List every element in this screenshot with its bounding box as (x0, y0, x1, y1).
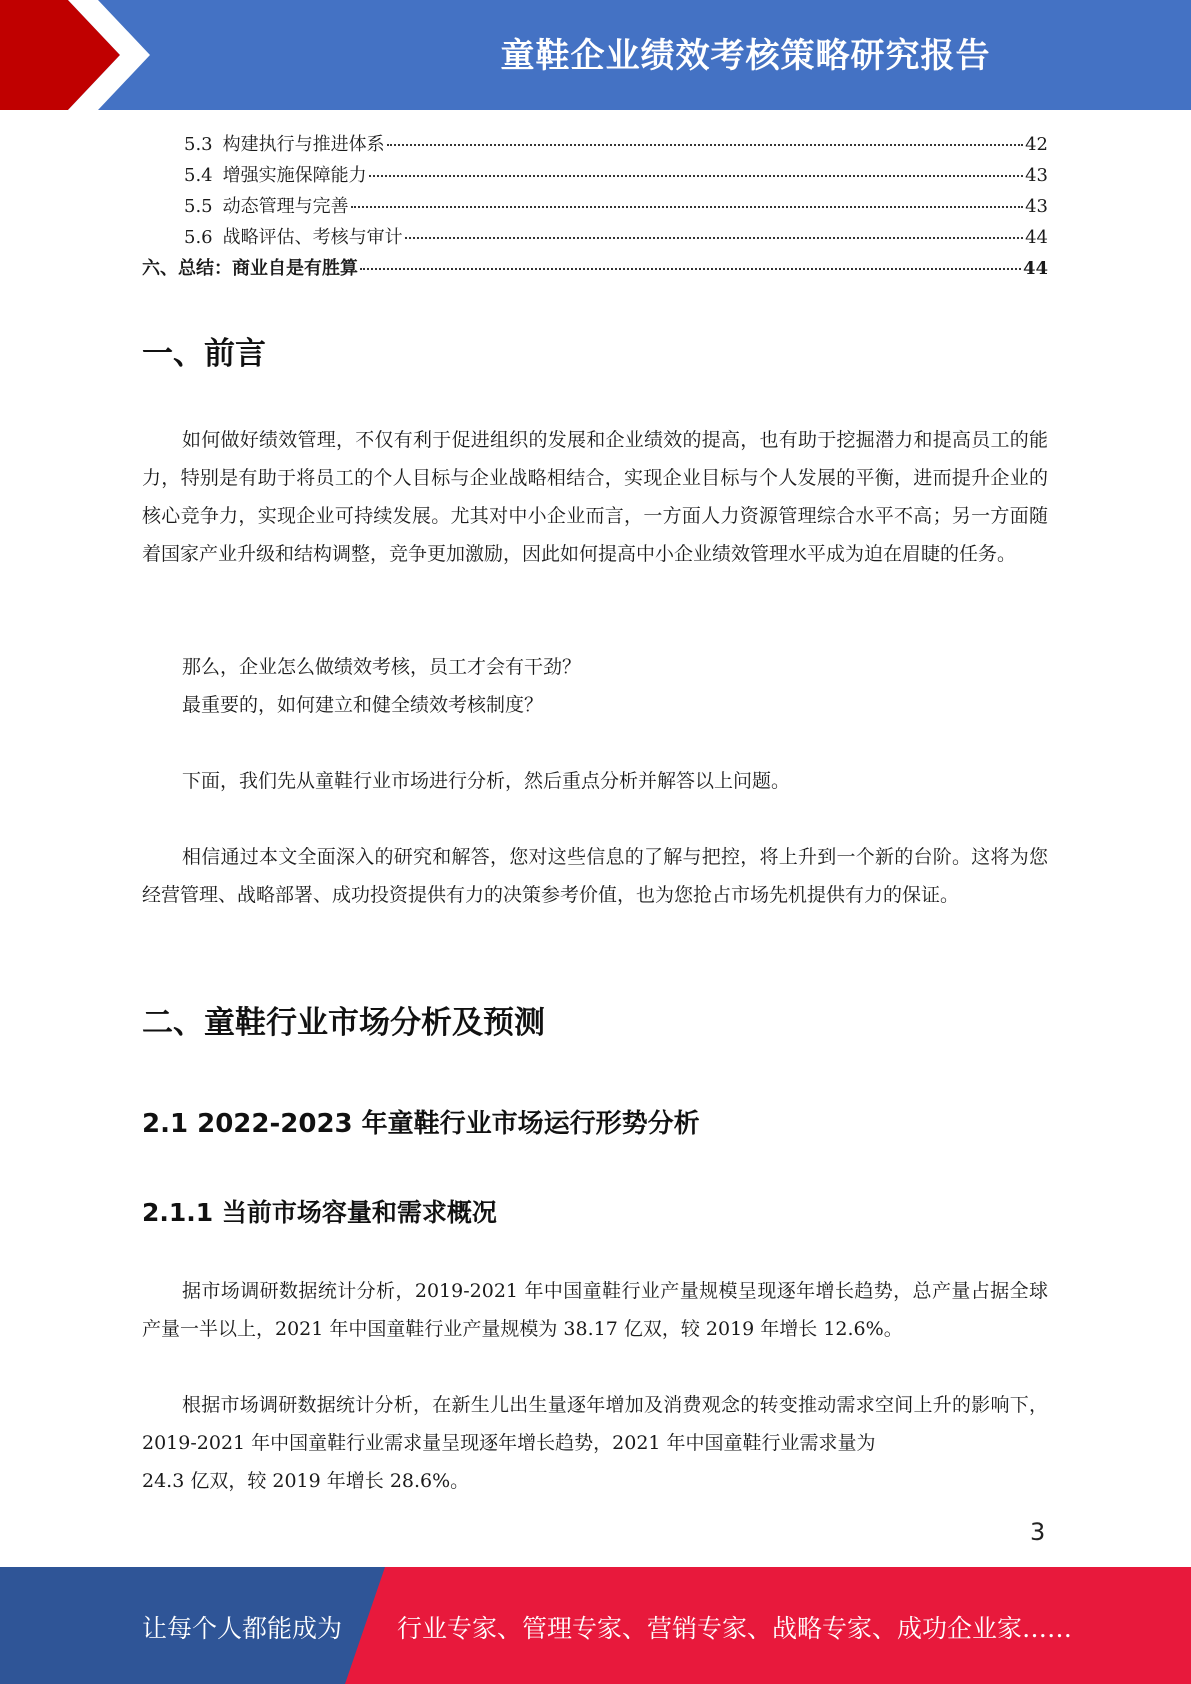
toc-leader (369, 175, 1023, 177)
page-number: 3 (1030, 1518, 1046, 1546)
toc-page: 42 (1025, 134, 1048, 155)
paragraph: 根据市场调研数据统计分析，在新生儿出生量逐年增加及消费观念的转变推动需求空间上升的影响下，2019-2021 年中国童鞋行业需求量呈现逐年增长趋势，2021 年中国童鞋行业需求量为 (142, 1394, 1048, 1454)
toc-entry[interactable] (142, 223, 1048, 254)
toc-number: 5.3 (184, 134, 213, 155)
toc-page: 43 (1025, 196, 1048, 217)
toc-entry-chapter[interactable] (142, 254, 1048, 285)
toc-entry[interactable] (142, 130, 1048, 161)
toc-label: 战略评估、考核与审计 (222, 227, 403, 248)
footer-slogan-left: 让每个人都能成为 (142, 1614, 343, 1643)
toc-leader (387, 144, 1023, 146)
footer-slogan-right: 行业专家、管理专家、营销专家、战略专家、成功企业家…… (397, 1614, 1073, 1643)
paragraph: 相信通过本文全面深入的研究和解答，您对这些信息的了解与把控，将上升到一个新的台阶。这将为您经营管理、战略部署、成功投资提供有力的决策参考价值，也为您抢占市场先机提供有力的保证。 (142, 846, 1048, 906)
subsubsection-heading: 2.1.1 当前市场容量和需求概况 (142, 1198, 497, 1227)
question-line: 那么，企业怎么做绩效考核，员工才会有干劲？ (182, 656, 582, 678)
section-heading-preface: 一、前言 (142, 336, 266, 372)
toc-leader (360, 268, 1021, 270)
toc-number: 5.5 (184, 196, 213, 217)
toc-label: 六、总结：商业自是有胜算 (142, 258, 358, 279)
toc-leader (405, 237, 1023, 239)
page-footer (0, 1567, 1191, 1684)
subsection-heading: 2.1 2022-2023 年童鞋行业市场运行形势分析 (142, 1109, 700, 1139)
table-of-contents (142, 130, 1048, 285)
paragraph-continuation: 24.3 亿双，较 2019 年增长 28.6%。 (142, 1470, 470, 1492)
toc-number: 5.4 (184, 165, 213, 186)
section-heading-market: 二、童鞋行业市场分析及预测 (142, 1005, 545, 1041)
question-line: 最重要的，如何建立和健全绩效考核制度？ (182, 694, 544, 716)
paragraph: 下面，我们先从童鞋行业市场进行分析，然后重点分析并解答以上问题。 (182, 770, 791, 792)
header-title: 童鞋企业绩效考核策略研究报告 (500, 36, 991, 76)
toc-page: 44 (1022, 258, 1048, 279)
toc-entry[interactable] (142, 192, 1048, 223)
toc-label: 构建执行与推进体系 (222, 134, 385, 155)
toc-label: 动态管理与完善 (222, 196, 349, 217)
toc-page: 44 (1025, 227, 1048, 248)
toc-number: 5.6 (184, 227, 213, 248)
toc-label: 增强实施保障能力 (222, 165, 367, 186)
page-header (0, 0, 1191, 110)
paragraph: 据市场调研数据统计分析，2019-2021 年中国童鞋行业产量规模呈现逐年增长趋势，总产量占据全球产量一半以上，2021 年中国童鞋行业产量规模为 38.17 亿双，较 2019 年增长 12.6%。 (142, 1280, 1048, 1340)
paragraph: 如何做好绩效管理，不仅有利于促进组织的发展和企业绩效的提高，也有助于挖掘潜力和提高员工的能力，特别是有助于将员工的个人目标与企业战略相结合，实现企业目标与个人发展的平衡，进而提升企业的核心竞争力，实现企业可持续发展。尤其对中小企业而言，一方面人力资源管理综合水平不高；另一方面随着国家产业升级和结构调整，竞争更加激励，因此如何提高中小企业绩效管理水平成为迫在眉睫的任务。 (142, 429, 1048, 565)
toc-page: 43 (1025, 165, 1048, 186)
toc-entry[interactable] (142, 161, 1048, 192)
toc-leader (351, 206, 1023, 208)
